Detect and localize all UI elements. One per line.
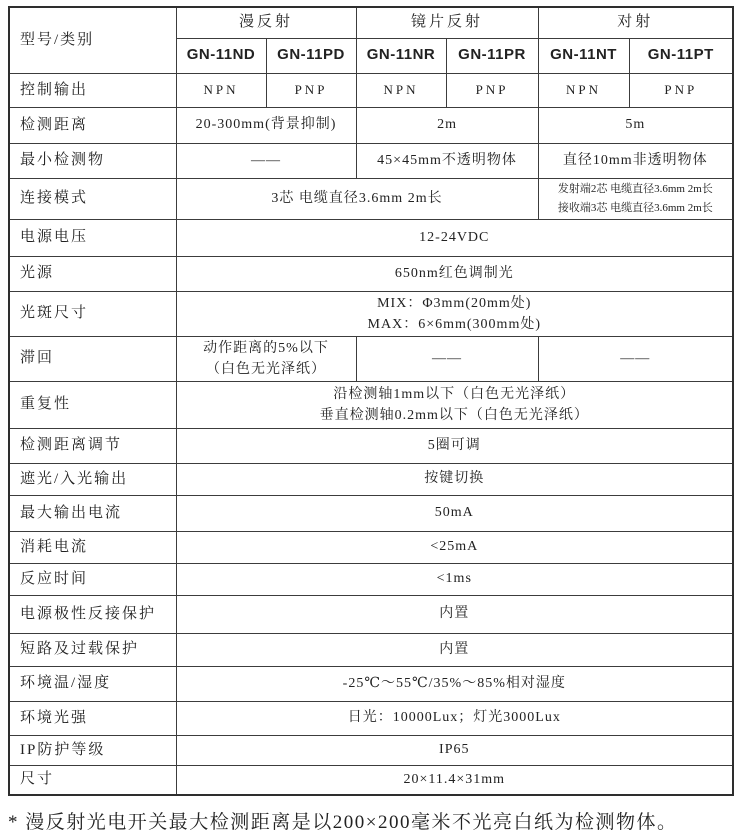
value-current-consumption: <25mA xyxy=(176,531,733,563)
row-reverse-polarity-protection xyxy=(9,595,733,633)
model-gn-11nt: GN-11NT xyxy=(538,38,629,73)
value-connection-main: 3芯 电缆直径3.6mm 2m长 xyxy=(176,178,538,219)
value-hysteresis-through: —— xyxy=(538,336,733,381)
model-gn-11nd: GN-11ND xyxy=(176,38,266,73)
label-light-dark-output: 遮光/入光输出 xyxy=(9,463,176,495)
row-response-time xyxy=(9,563,733,595)
label-hysteresis: 滞回 xyxy=(9,336,176,381)
row-max-output-current xyxy=(9,495,733,531)
connection-emitter-line: 发射端2芯 电缆直径3.6mm 2m长 xyxy=(557,182,713,195)
model-gn-11nr: GN-11NR xyxy=(356,38,446,73)
row-ambient-light xyxy=(9,701,733,735)
group-retroreflective: 镜片反射 xyxy=(356,7,538,38)
footnote: * 漫反射光电开关最大检测距离是以200×200毫米不光亮白纸为检测物体。 xyxy=(8,812,678,833)
label-dimensions: 尺寸 xyxy=(9,765,176,795)
value-output-pd: PNP xyxy=(266,73,356,107)
row-spot-size xyxy=(9,291,733,336)
group-diffuse: 漫反射 xyxy=(176,7,356,38)
hysteresis-line1: 动作距离的5%以下 xyxy=(203,340,329,356)
hysteresis-line2: （白色无光泽纸） xyxy=(206,361,326,377)
row-light-dark-output xyxy=(9,463,733,495)
row-control-output xyxy=(9,73,733,107)
label-min-object: 最小检测物 xyxy=(9,143,176,178)
value-short-overload-protection: 内置 xyxy=(176,633,733,666)
value-ambient-light: 日光：10000Lux；灯光3000Lux xyxy=(176,701,733,735)
value-distance-retro: 2m xyxy=(356,107,538,143)
row-distance-adjust xyxy=(9,428,733,463)
value-min-object-through: 直径10mm非透明物体 xyxy=(538,143,733,178)
model-category-header: 型号/类别 xyxy=(9,7,176,73)
label-ambient-light: 环境光强 xyxy=(9,701,176,735)
model-gn-11pr: GN-11PR xyxy=(446,38,538,73)
connection-receiver-line: 接收端3芯 电缆直径3.6mm 2m长 xyxy=(557,201,713,214)
spot-size-min-line: MIX：Φ3mm(20mm处) xyxy=(377,295,532,311)
label-spot-size: 光斑尺寸 xyxy=(9,291,176,336)
value-reverse-polarity-protection: 内置 xyxy=(176,595,733,633)
row-ip-rating xyxy=(9,735,733,765)
row-hysteresis xyxy=(9,336,733,381)
label-supply-voltage: 电源电压 xyxy=(9,219,176,256)
label-connection-mode: 连接模式 xyxy=(9,178,176,219)
value-distance-diffuse: 20-300mm(背景抑制) xyxy=(176,107,356,143)
value-ip-rating: IP65 xyxy=(176,735,733,765)
value-repeatability xyxy=(176,381,733,428)
model-gn-11pd: GN-11PD xyxy=(266,38,356,73)
value-max-output-current: 50mA xyxy=(176,495,733,531)
value-output-pt: PNP xyxy=(629,73,733,107)
value-distance-through: 5m xyxy=(538,107,733,143)
spec-table xyxy=(8,6,734,796)
label-max-output-current: 最大输出电流 xyxy=(9,495,176,531)
value-output-pr: PNP xyxy=(446,73,538,107)
row-detection-distance xyxy=(9,107,733,143)
row-dimensions xyxy=(9,765,733,795)
group-throughbeam: 对射 xyxy=(538,7,733,38)
value-spot-size xyxy=(176,291,733,336)
value-hysteresis-diffuse xyxy=(176,336,356,381)
value-supply-voltage: 12-24VDC xyxy=(176,219,733,256)
row-connection-mode xyxy=(9,178,733,219)
label-reverse-polarity-protection: 电源极性反接保护 xyxy=(9,595,176,633)
label-distance-adjust: 检测距离调节 xyxy=(9,428,176,463)
value-ambient-temp-humidity: -25℃～55℃/35%～85%相对湿度 xyxy=(176,666,733,701)
row-short-overload-protection xyxy=(9,633,733,666)
value-output-nt: NPN xyxy=(538,73,629,107)
value-light-dark-output: 按键切换 xyxy=(176,463,733,495)
value-min-object-retro: 45×45mm不透明物体 xyxy=(356,143,538,178)
value-hysteresis-retro: —— xyxy=(356,336,538,381)
row-current-consumption xyxy=(9,531,733,563)
value-min-object-diffuse: —— xyxy=(176,143,356,178)
label-control-output: 控制输出 xyxy=(9,73,176,107)
label-current-consumption: 消耗电流 xyxy=(9,531,176,563)
value-output-nd: NPN xyxy=(176,73,266,107)
spot-size-max-line: MAX：6×6mm(300mm处) xyxy=(367,316,541,332)
value-distance-adjust: 5圈可调 xyxy=(176,428,733,463)
value-dimensions: 20×11.4×31mm xyxy=(176,765,733,795)
row-min-object xyxy=(9,143,733,178)
header-group-row xyxy=(9,7,733,38)
label-ip-rating: IP防护等级 xyxy=(9,735,176,765)
value-output-nr: NPN xyxy=(356,73,446,107)
row-ambient-temp-humidity xyxy=(9,666,733,701)
row-light-source xyxy=(9,256,733,291)
repeatability-vertical-line: 垂直检测轴0.2mm以下（白色无光泽纸） xyxy=(319,407,589,423)
value-light-source: 650nm红色调制光 xyxy=(176,256,733,291)
row-supply-voltage xyxy=(9,219,733,256)
row-repeatability xyxy=(9,381,733,428)
model-gn-11pt: GN-11PT xyxy=(629,38,733,73)
value-connection-through xyxy=(538,178,733,219)
label-response-time: 反应时间 xyxy=(9,563,176,595)
label-short-overload-protection: 短路及过载保护 xyxy=(9,633,176,666)
label-repeatability: 重复性 xyxy=(9,381,176,428)
label-ambient-temp-humidity: 环境温/湿度 xyxy=(9,666,176,701)
value-response-time: <1ms xyxy=(176,563,733,595)
label-detection-distance: 检测距离 xyxy=(9,107,176,143)
repeatability-axis-line: 沿检测轴1mm以下（白色无光泽纸） xyxy=(333,386,576,402)
label-light-source: 光源 xyxy=(9,256,176,291)
